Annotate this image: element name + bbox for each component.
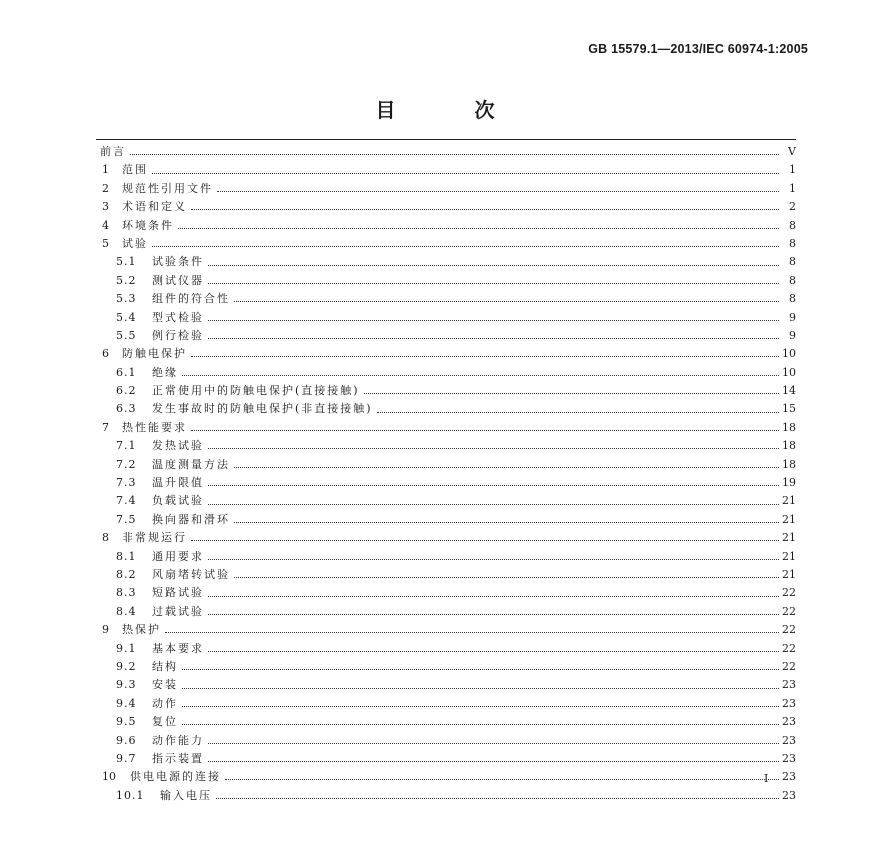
toc-leader-dots	[130, 153, 779, 155]
toc-entry-title: 温升限值	[152, 476, 204, 490]
toc-leader-dots	[191, 429, 779, 431]
toc-leader-dots	[234, 300, 779, 302]
toc-entry-title: 防触电保护	[122, 347, 187, 361]
toc-entry[interactable]	[96, 161, 796, 179]
toc-leader-dots	[208, 650, 779, 652]
toc-entry-title: 指示装置	[152, 751, 204, 765]
toc-entry-page: 10	[782, 347, 796, 361]
toc-entry-number: 10.1	[116, 788, 145, 802]
toc-entry-number: 9.5	[116, 715, 137, 729]
toc-entry-page: 22	[782, 659, 796, 673]
toc-entry[interactable]	[96, 640, 796, 658]
toc-entry-number: 8.3	[116, 586, 137, 600]
toc-entry-page: 8	[789, 273, 796, 287]
toc-entry-number: 9.2	[116, 659, 137, 673]
toc-entry-number: 5.1	[116, 255, 137, 269]
toc-entry-page: 9	[789, 310, 796, 324]
toc-entry-title: 输入电压	[160, 788, 212, 802]
title-rule	[96, 139, 796, 140]
toc-entry[interactable]	[96, 492, 796, 510]
toc-entry[interactable]	[96, 437, 796, 455]
toc-entry-page: 21	[782, 512, 796, 526]
toc-entry-page: 1	[789, 163, 796, 177]
toc-entry-number: 7.4	[116, 494, 137, 508]
toc-entry-number: 6.3	[116, 402, 137, 416]
toc-entry[interactable]	[96, 235, 796, 253]
toc-entry[interactable]	[96, 217, 796, 235]
toc-entry-page: 18	[782, 439, 796, 453]
toc-leader-dots	[208, 760, 779, 762]
toc-entry-title: 动作能力	[152, 733, 204, 747]
toc-entry-page: 18	[782, 457, 796, 471]
toc-entry-page: Ⅴ	[788, 145, 796, 158]
toc-entry-number: 7.1	[116, 439, 137, 453]
toc-entry[interactable]	[96, 695, 796, 713]
toc-entry-number: 6.1	[116, 365, 137, 379]
toc-entry-title: 前言	[100, 145, 126, 158]
toc-leader-dots	[208, 613, 779, 615]
page-number: I	[764, 772, 769, 785]
toc-entry-page: 22	[782, 604, 796, 618]
toc-leader-dots	[377, 411, 779, 413]
toc-leader-dots	[191, 355, 779, 357]
toc-leader-dots	[208, 282, 779, 284]
toc-entry-number: 9	[102, 623, 109, 637]
toc-entry-page: 22	[782, 586, 796, 600]
toc-entry-number: 9.1	[116, 641, 137, 655]
toc-entry[interactable]	[96, 253, 796, 271]
toc-entry-number: 8.2	[116, 567, 137, 581]
toc-entry[interactable]	[96, 290, 796, 308]
toc-entry[interactable]	[96, 309, 796, 327]
toc-entry[interactable]	[96, 143, 796, 161]
toc-entry[interactable]	[96, 658, 796, 676]
toc-entry-page: 14	[782, 384, 796, 398]
toc-entry-page: 8	[789, 292, 796, 306]
toc-entry-title: 测试仪器	[152, 273, 204, 287]
toc-leader-dots	[216, 797, 779, 799]
toc-entry[interactable]	[96, 603, 796, 621]
toc-entry[interactable]	[96, 364, 796, 382]
toc-entry-number: 7	[102, 420, 109, 434]
toc-entry[interactable]	[96, 584, 796, 602]
toc-entry-page: 23	[782, 751, 796, 765]
toc-leader-dots	[191, 539, 779, 541]
toc-entry-page: 23	[782, 715, 796, 729]
toc-entry[interactable]	[96, 676, 796, 694]
toc-entry-page: 8	[789, 255, 796, 269]
toc-entry-page: 19	[782, 476, 796, 490]
toc-entry-title: 热保护	[122, 623, 161, 637]
toc-entry-number: 7.2	[116, 457, 137, 471]
toc-leader-dots	[208, 503, 779, 505]
toc-entry-page: 21	[782, 494, 796, 508]
toc-entry-title: 温度测量方法	[152, 457, 230, 471]
toc-entry[interactable]	[96, 400, 796, 418]
toc-leader-dots	[182, 668, 779, 670]
toc-entry-page: 23	[782, 733, 796, 747]
toc-entry-page: 8	[789, 236, 796, 250]
toc-entry-page: 1	[789, 181, 796, 195]
toc-entry-number: 5.5	[116, 328, 137, 342]
toc-leader-dots	[225, 778, 779, 780]
toc-entry-title: 复位	[152, 715, 178, 729]
toc-leader-dots	[152, 172, 779, 174]
toc-entry-page: 9	[789, 328, 796, 342]
toc-entry-number: 5.2	[116, 273, 137, 287]
toc-entry-page: 21	[782, 531, 796, 545]
toc-entry-title: 安装	[152, 678, 178, 692]
toc-entry-title: 型式检验	[152, 310, 204, 324]
toc-entry-title: 术语和定义	[122, 200, 187, 214]
toc-entry-title: 结构	[152, 659, 178, 673]
toc-entry[interactable]	[96, 713, 796, 731]
toc-leader-dots	[182, 705, 779, 707]
toc-entry-number: 9.6	[116, 733, 137, 747]
toc-entry-page: 23	[782, 770, 796, 784]
toc-entry-number: 9.7	[116, 751, 137, 765]
toc-entry-title: 试验	[122, 236, 148, 250]
toc-entry-number: 8.4	[116, 604, 137, 618]
toc-entry-title: 组件的符合性	[152, 292, 230, 306]
toc-leader-dots	[234, 521, 779, 523]
toc-leader-dots	[208, 484, 779, 486]
toc-entry-title: 正常使用中的防触电保护(直接接触)	[152, 384, 360, 398]
toc-leader-dots	[208, 337, 779, 339]
toc-entry[interactable]	[96, 198, 796, 216]
toc-entry-number: 10	[102, 770, 116, 784]
page-title: 目 次	[375, 98, 531, 122]
toc-entry[interactable]	[96, 621, 796, 639]
toc-entry[interactable]	[96, 511, 796, 529]
toc-entry-title: 风扇堵转试验	[152, 567, 230, 581]
toc-entry-page: 10	[782, 365, 796, 379]
toc-entry-title: 换向器和滑环	[152, 512, 230, 526]
toc-entry-title: 供电电源的连接	[130, 770, 221, 784]
toc-entry-title: 过载试验	[152, 604, 204, 618]
toc-entry-title: 环境条件	[122, 218, 174, 232]
toc-entry-page: 18	[782, 420, 796, 434]
toc-entry-number: 5	[102, 236, 109, 250]
toc-entry[interactable]	[96, 474, 796, 492]
toc-entry[interactable]	[96, 732, 796, 750]
toc-leader-dots	[208, 595, 779, 597]
toc-entry-page: 23	[782, 788, 796, 802]
toc-entry-title: 热性能要求	[122, 420, 187, 434]
toc-entry-page: 23	[782, 696, 796, 710]
toc-entry[interactable]	[96, 456, 796, 474]
toc-leader-dots	[182, 374, 779, 376]
toc-entry[interactable]	[96, 382, 796, 400]
toc-leader-dots	[165, 631, 779, 633]
toc-leader-dots	[217, 190, 779, 192]
toc-entry-number: 1	[102, 163, 109, 177]
toc-entry-number: 8.1	[116, 549, 137, 563]
standard-number: GB 15579.1—2013/IEC 60974-1:2005	[588, 42, 808, 56]
toc-leader-dots	[208, 264, 779, 266]
toc-entry-number: 7.5	[116, 512, 137, 526]
toc-entry-title: 通用要求	[152, 549, 204, 563]
toc-entry[interactable]	[96, 327, 796, 345]
toc-entry-number: 5.4	[116, 310, 137, 324]
toc-entry-number: 6	[102, 347, 109, 361]
toc-leader-dots	[208, 447, 779, 449]
toc-entry-page: 21	[782, 567, 796, 581]
toc-leader-dots	[208, 742, 779, 744]
toc-entry-title: 例行检验	[152, 328, 204, 342]
toc-entry-number: 2	[102, 181, 109, 195]
toc-leader-dots	[182, 723, 779, 725]
toc-entry-title: 短路试验	[152, 586, 204, 600]
table-of-contents	[96, 143, 796, 805]
toc-entry[interactable]	[96, 180, 796, 198]
toc-entry-title: 试验条件	[152, 255, 204, 269]
toc-entry-title: 动作	[152, 696, 178, 710]
toc-entry-page: 8	[789, 218, 796, 232]
toc-leader-dots	[178, 227, 779, 229]
toc-entry[interactable]	[96, 750, 796, 768]
toc-entry-number: 9.4	[116, 696, 137, 710]
toc-entry-number: 5.3	[116, 292, 137, 306]
toc-entry-page: 21	[782, 549, 796, 563]
toc-leader-dots	[364, 392, 779, 394]
toc-entry[interactable]	[96, 768, 796, 786]
toc-entry[interactable]	[96, 787, 796, 805]
toc-entry-title: 负载试验	[152, 494, 204, 508]
toc-leader-dots	[208, 558, 779, 560]
toc-entry[interactable]	[96, 272, 796, 290]
toc-leader-dots	[234, 576, 779, 578]
toc-leader-dots	[152, 245, 779, 247]
toc-entry-number: 3	[102, 200, 109, 214]
toc-entry-number: 6.2	[116, 384, 137, 398]
toc-entry-page: 22	[782, 641, 796, 655]
toc-entry[interactable]	[96, 419, 796, 437]
toc-entry-number: 9.3	[116, 678, 137, 692]
toc-entry-number: 4	[102, 218, 109, 232]
toc-entry-title: 发生事故时的防触电保护(非直接接触)	[152, 402, 373, 416]
toc-entry-title: 基本要求	[152, 641, 204, 655]
toc-entry-number: 7.3	[116, 476, 137, 490]
toc-entry[interactable]	[96, 345, 796, 363]
toc-entry[interactable]	[96, 566, 796, 584]
toc-entry-title: 发热试验	[152, 439, 204, 453]
toc-entry-number: 8	[102, 531, 109, 545]
toc-leader-dots	[234, 466, 779, 468]
toc-entry-page: 23	[782, 678, 796, 692]
toc-entry-page: 15	[782, 402, 796, 416]
toc-leader-dots	[191, 208, 779, 210]
toc-entry[interactable]	[96, 529, 796, 547]
toc-entry-title: 非常规运行	[122, 531, 187, 545]
toc-entry-page: 22	[782, 623, 796, 637]
toc-leader-dots	[208, 319, 779, 321]
toc-entry[interactable]	[96, 548, 796, 566]
toc-leader-dots	[182, 687, 779, 689]
toc-entry-title: 范围	[122, 163, 148, 177]
toc-entry-page: 2	[789, 200, 796, 214]
toc-entry-title: 绝缘	[152, 365, 178, 379]
toc-entry-title: 规范性引用文件	[122, 181, 213, 195]
